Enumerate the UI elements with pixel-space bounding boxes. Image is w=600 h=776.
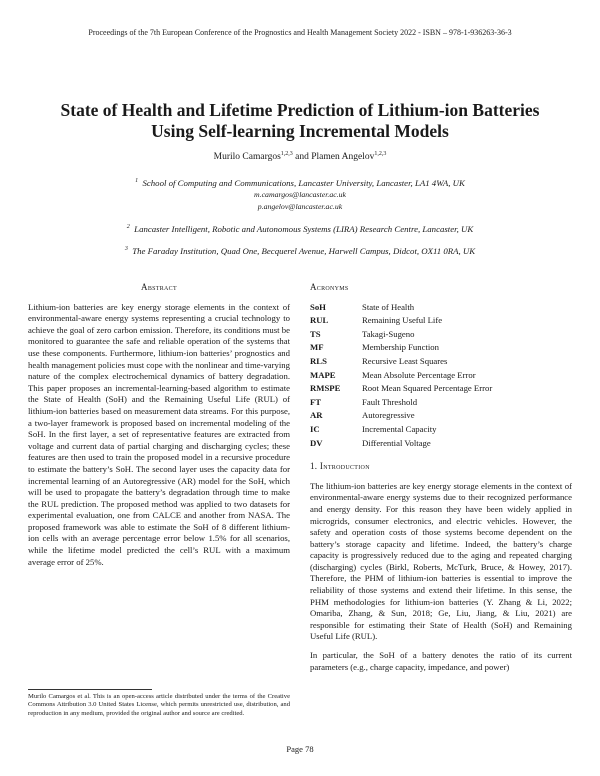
acronym-row [310, 370, 492, 384]
author-2-affil: 1,2,3 [374, 151, 387, 157]
right-column [310, 282, 572, 673]
acronym-row [310, 356, 492, 370]
title-line-2: Using Self-learning Incremental Models [151, 121, 449, 141]
acronym-row [310, 397, 492, 411]
affiliation-num: 1 [135, 178, 139, 184]
affiliation-num: 3 [124, 246, 128, 252]
acronym-full: State of Health [362, 301, 415, 312]
acronym-full: Remaining Useful Life [362, 315, 443, 326]
acronym-full: Recursive Least Squares [362, 355, 448, 366]
introduction-heading: 1. Introduction [310, 461, 370, 472]
affiliation-1 [0, 176, 600, 212]
acronym-full: Autoregressive [362, 410, 415, 421]
acronym-row [310, 315, 492, 329]
acronym-abbr: AR [310, 410, 323, 421]
acronym-row [310, 342, 492, 356]
affiliation-text: School of Computing and Communications, Lancaster University, Lancaster, LA1 4WA, UK [142, 177, 465, 188]
email-2: p.angelov@lancaster.ac.uk [257, 201, 343, 211]
abstract-section [28, 282, 290, 568]
affiliation-num: 2 [126, 224, 130, 230]
acronym-abbr: RUL [310, 315, 329, 326]
acronym-full: Fault Threshold [362, 396, 418, 407]
acronym-full: Differential Voltage [362, 437, 431, 448]
affiliation-2 [0, 222, 600, 235]
author-and: and [295, 152, 309, 163]
intro-paragraph-2: In particular, the SoH of a battery denotes the ratio of its current parameters (e.g., charge capacity, impedance, and power) [310, 650, 572, 672]
footnote-rule [28, 689, 152, 690]
acronym-row [310, 383, 492, 397]
email-1: m.camargos@lancaster.ac.uk [254, 190, 346, 200]
acronym-row [310, 438, 492, 452]
license-footnote: Murilo Camargos et al. This is an open-access article distributed under the terms of the Creative Commons Attribution 3.0 United States License, which permits unrestricted use, distribution, and reproduction in any medium, provided the original author and source are credited. [28, 693, 290, 717]
author-list [0, 151, 600, 162]
page-number: Page 78 [286, 744, 314, 754]
proceedings-header: Proceedings of the 7th European Conference of the Prognostics and Health Management Society 2022 - ISBN – 978-1-936263-36-3 [88, 28, 512, 37]
acronym-row [310, 424, 492, 438]
acronym-full: Takagi-Sugeno [362, 328, 415, 339]
intro-paragraph-1: The lithium-ion batteries are key energy storage elements in the context of environmental-aware energy systems due to their recognized performance and energy density. For this reason they have been widely applied in microgrids, consumer electronics, and electric vehicles. However, the safety and operation costs of those systems become dependent on the battery’s storage capacity and lifetime. Indeed, the battery’s charge capacity is progressively reduced due to the aging and repeated charging (discharging) cycles (Birkl, Roberts, McTurk, Bruce, & Howey, 2017). Therefore, the PHM of lithium-ion batteries is essential to improve the reliability of those systems and extend their lifetime. In this sense, the PHM methodologies for lithium-ion batteries (Y. Zhang & Li, 2022; Omariba, Zhang, & Sun, 2018; Ge, Liu, Jiang, & Liu, 2021) are responsible for estimating their State of Health (SoH) and Remaining Useful Life (RUL). [310, 480, 572, 642]
title-line-1: State of Health and Lifetime Prediction of Lithium-ion Batteries [60, 100, 540, 120]
author-2: Plamen Angelov [311, 152, 375, 163]
author-1-affil: 1,2,3 [280, 151, 293, 157]
acronym-abbr: MF [310, 342, 324, 353]
acronym-row [310, 410, 492, 424]
affiliation-text: The Faraday Institution, Quad One, Becquerel Avenue, Harwell Campus, Didcot, OX11 0RA, UK [132, 245, 476, 256]
acronym-row [310, 302, 492, 316]
acronym-abbr: RLS [310, 355, 327, 366]
acronym-abbr: SoH [310, 301, 326, 312]
acronym-full: Mean Absolute Percentage Error [362, 369, 476, 380]
acronym-abbr: IC [310, 423, 320, 434]
affiliation-text: Lancaster Intelligent, Robotic and Autonomous Systems (LIRA) Research Centre, Lancaster, UK [134, 223, 474, 234]
abstract-heading: Abstract [141, 282, 177, 292]
acronym-abbr: RMSPE [310, 383, 341, 394]
acronym-full: Root Mean Squared Percentage Error [362, 383, 493, 394]
acronym-full: Incremental Capacity [362, 423, 437, 434]
author-1: Murilo Camargos [213, 152, 281, 163]
acronym-row [310, 329, 492, 343]
acronym-abbr: TS [310, 328, 321, 339]
acronym-abbr: FT [310, 396, 322, 407]
acronym-abbr: MAPE [310, 369, 336, 380]
acronym-abbr: DV [310, 437, 323, 448]
acronyms-table [310, 302, 492, 452]
affiliation-3 [0, 244, 600, 257]
abstract-text: Lithium-ion batteries are key energy storage elements in the context of environmental-aware energy systems representing a crucial technology to achieve the goal of zero carbon emission. Therefore, its conditions must be monitored to guarantee the safe and reliable operation of the systems that use these components. Furthermore, lithium-ion batteries’ prognostics and health management policies must cope with the nonlinear and time-varying nature of the complex electrochemical dynamics of battery degradation. This paper proposes an incremental-learning-based algorithm to estimate the State of Health (SoH) and the Remaining Useful Life (RUL) of lithium-ion batteries based on measurement data streams. For this purpose, a two-layer framework is proposed based on incremental modeling of the SoH. In the first layer, a set of representative features are extracted from voltage and current data of partial charging and discharging cycles; these features are then used to train the proposed model in a recursive procedure to estimate the battery’s SoH. The second layer uses the capacity data for incremental learning of an Autoregressive (AR) model for the SoH, which will be used to propagate the battery’s degradation through time to make the RUL prediction. The proposed method was applied to two datasets for experimental evaluation, one from CALCE and another from NASA. The proposed framework was able to estimate the SoH of 8 different lithium-ion cells with an average percentage error below 1.5% for all scenarios, while the lifetime model predicted the cell’s RUL with a maximum average error of 25%. [28, 301, 290, 567]
acronyms-heading: Acronyms [310, 282, 349, 292]
paper-title [30, 100, 570, 142]
acronym-full: Membership Function [362, 342, 439, 353]
